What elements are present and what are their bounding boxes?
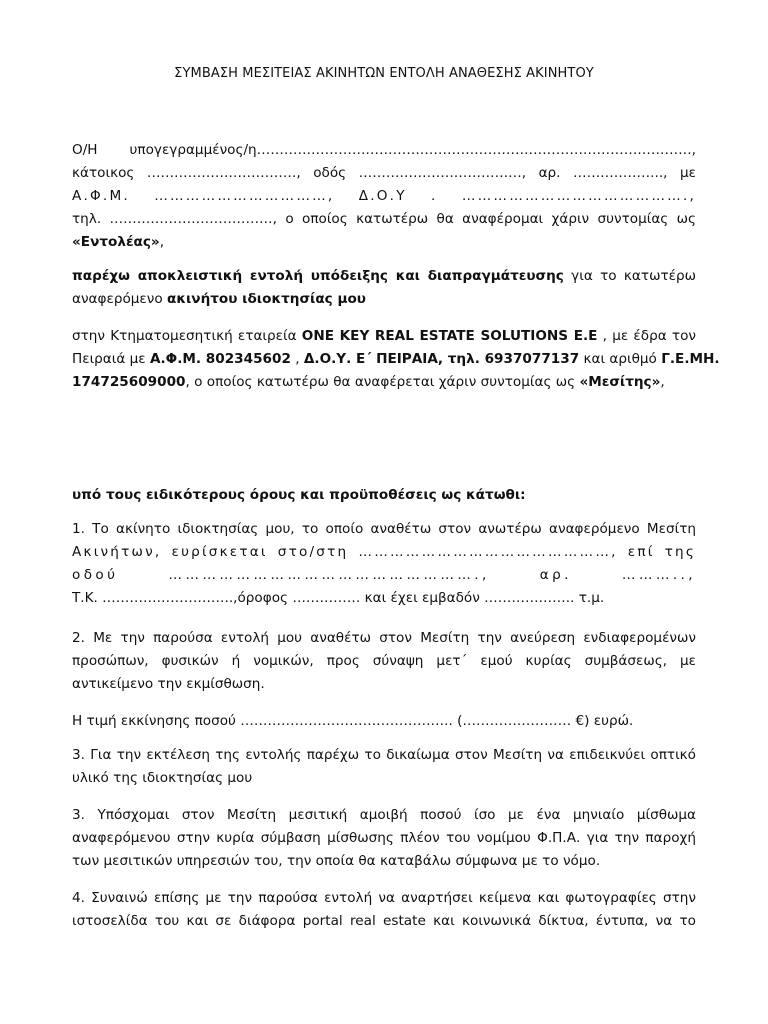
broker-afm: Α.Φ.Μ. 802345602 — [149, 351, 291, 367]
term-2-line-3: αντικείμενο την εκμίσθωση. — [72, 676, 265, 692]
term-3b-line-3: των μεσιτικών υπηρεσιών του, την οποία θα καταβάλω σύμφωνα με το νόμο. — [72, 853, 601, 869]
broker-text-2: , με έδρα τον — [597, 328, 696, 344]
principal-label: «Εντολέας» — [72, 234, 160, 250]
broker-text-1: στην Κτηματομεσητική εταιρεία — [72, 328, 302, 344]
broker-text-7: , — [660, 374, 665, 390]
mandate-paragraph — [72, 265, 696, 311]
terms-heading: υπό τους ειδικότερους όρους και προϋποθέσεις ως κάτωθι: — [72, 487, 526, 503]
party-line-4: τηλ. ………………………………, ο οποίος κατωτέρω θα αναφέρομαι χάριν συντομίας ως — [72, 211, 696, 227]
term-2-line-1: 2. Με την παρούσα εντολή μου αναθέτω στον Μεσίτη την ανεύρεση ενδιαφερομένων — [72, 630, 696, 646]
broker-text-3: Πειραιά με — [72, 351, 150, 367]
term-4-line-1: 4. Συναινώ επίσης με την παρούσα εντολή να αναρτήσει κείμενα και φωτογραφίες στην — [72, 890, 696, 906]
term-2-line-2: προσώπων, φυσικών ή νομικών, προς σύναψη μετ΄ εμού κυρίας συμβάσεως, με — [72, 653, 696, 669]
term-3a — [72, 744, 696, 790]
broker-company-name: ONE KEY REAL ESTATE SOLUTIONS E.E — [301, 328, 598, 344]
party-line-5 — [72, 231, 696, 254]
term-3a-line-1: 3. Για την εκτέλεση της εντολής παρέχω το δικαίωμα στον Μεσίτη να επιδεικνύει οπτικό — [72, 747, 696, 763]
term-2 — [72, 627, 696, 696]
broker-gemi-number: 174725609000 — [72, 374, 186, 390]
mandate-text-2: αναφερόμενο — [72, 291, 168, 307]
term-4-line-2: ιστοσελίδα του και σε διάφορα portal real estate και κοινωνικά δίκτυα, έντυπα, να το — [72, 913, 696, 929]
term-3a-line-2: υλικό της ιδιοκτησίας μου — [72, 770, 253, 786]
broker-text-4: , — [290, 351, 304, 367]
party-line-3: Α.Φ.Μ. ……………………………, Δ.Ο.Υ . ……………………………………., — [72, 188, 696, 204]
party-paragraph — [72, 139, 696, 254]
mandate-line-2 — [72, 288, 696, 311]
term-1-line-2: Ακινήτων, ευρίσκεται στο/στη …………………………………………, επί της — [72, 544, 696, 560]
mandate-line-1 — [72, 265, 696, 288]
terms-heading-block — [72, 484, 696, 507]
broker-text-5: και αριθμό — [579, 351, 662, 367]
mandate-property-bold: ακινήτου ιδιοκτησίας μου — [167, 291, 366, 307]
broker-doy-phone: Δ.Ο.Υ. Ε΄ ΠΕΙΡΑΙΑ, τηλ. 6937077137 — [303, 351, 580, 367]
price-line: Η τιμή εκκίνησης ποσού ……………………………………….. (…………………… €) ευρώ. — [72, 713, 634, 729]
broker-line-1 — [72, 325, 696, 348]
term-1-line-4: Τ.Κ. ………………………..,όροφος …………… και έχει εμβαδόν ……………….. τ.μ. — [72, 590, 605, 606]
mandate-text-1: για το κατωτέρω — [563, 268, 696, 284]
broker-label: «Μεσίτης» — [579, 374, 661, 390]
term-4 — [72, 887, 696, 933]
broker-gemi-label: Γ.Ε.ΜΗ. — [661, 351, 720, 367]
term-3b-line-1: 3. Υπόσχομαι στον Μεσίτη μεσιτική αμοιβή ποσού ίσο με ένα μηνιαίο μίσθωμα — [72, 807, 696, 823]
broker-line-2 — [72, 348, 720, 371]
term-1 — [72, 518, 696, 610]
party-line-5-rest: , — [159, 234, 165, 250]
broker-line-3 — [72, 371, 696, 394]
mandate-bold: παρέχω αποκλειστική εντολή υπόδειξης και διαπραγμάτευσης — [72, 268, 564, 284]
term-1-line-3: οδού ………………………………………………., αρ. ……….., — [72, 567, 696, 583]
price-block — [72, 710, 696, 733]
party-line-2: κάτοικος ……………………………, οδός ………………………………, αρ. ……………….., με — [72, 165, 696, 181]
broker-paragraph — [72, 325, 720, 394]
party-line-1: Ο/Η υπογεγραμμένος/η……………………………………………………………………………………, — [72, 142, 696, 158]
broker-text-6: , ο οποίος κατωτέρω θα αναφέρεται χάριν συντομίας ως — [185, 374, 580, 390]
term-1-line-1: 1. Το ακίνητο ιδιοκτησίας μου, το οποίο αναθέτω στον ανωτέρω αναφερόμενο Μεσίτη — [72, 521, 696, 537]
document-title: ΣΥΜΒΑΣΗ ΜΕΣΙΤΕΙΑΣ ΑΚΙΝΗΤΩΝ ΕΝΤΟΛΗ ΑΝΑΘΕΣΗΣ ΑΚΙΝΗΤΟΥ — [174, 66, 594, 81]
term-3b-line-2: αναφερόμενου στην κυρία σύμβαση μίσθωσης πλέον του νομίμου Φ.Π.Α. για την παροχή — [72, 830, 696, 846]
term-3b — [72, 804, 696, 873]
